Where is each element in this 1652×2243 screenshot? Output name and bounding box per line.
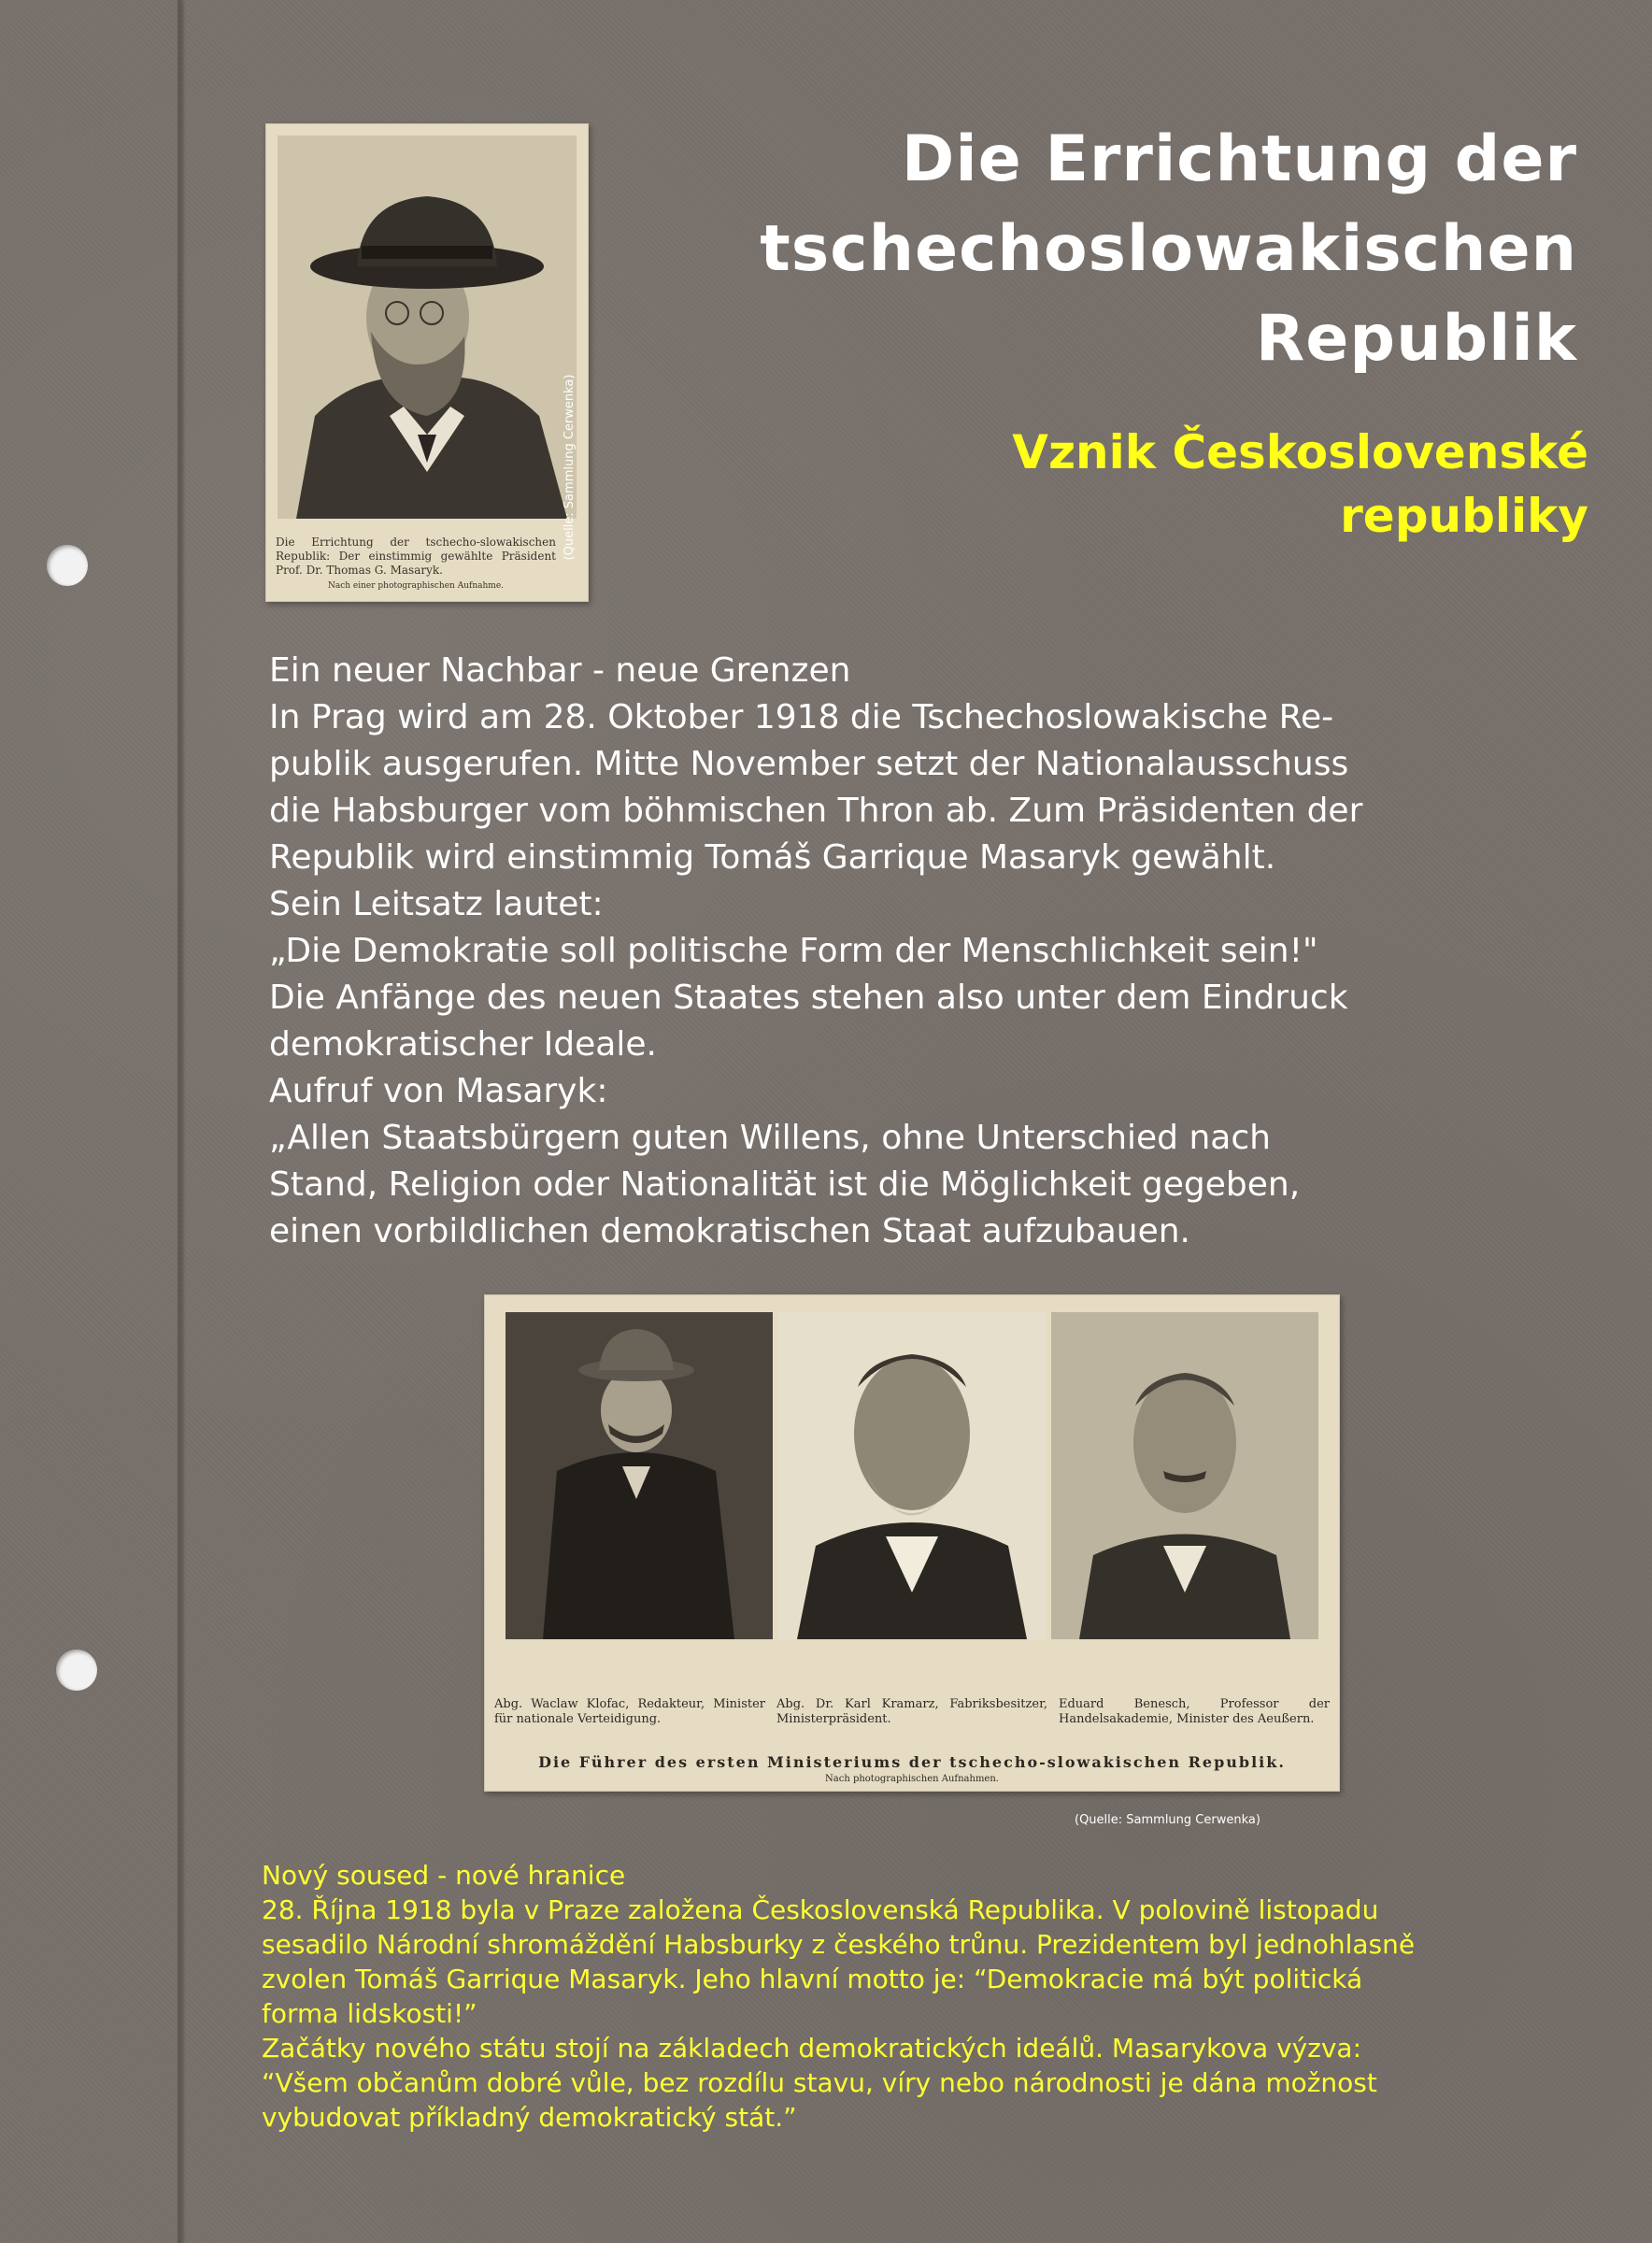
ministers-photo-strip [506, 1312, 1318, 1639]
ministers-source-credit: (Quelle: Sammlung Cerwenka) [1075, 1813, 1260, 1827]
kramarz-caption: Abg. Dr. Karl Kramarz, Fabriksbesitzer, Ministerpräsident. [776, 1697, 1047, 1726]
title-cz-line-1: Vznik Československé [1012, 425, 1588, 479]
punch-hole-bottom [56, 1650, 97, 1691]
masaryk-caption [276, 536, 556, 593]
benesch-photo [1051, 1312, 1318, 1639]
body-de-line: In Prag wird am 28. Oktober 1918 die Tschechoslowakische Re- [269, 698, 1334, 736]
body-cz-line: Začátky nového státu stojí na základech demokratických ideálů. Masarykova výzva: [262, 2033, 1362, 2064]
punch-hole-top [47, 545, 88, 586]
masaryk-portrait-clipping [265, 123, 589, 602]
masaryk-photo [278, 136, 577, 519]
klofac-photo [506, 1312, 773, 1639]
german-body-text [269, 648, 1596, 1255]
kramarz-photo [778, 1312, 1046, 1639]
masaryk-caption-note: Nach einer photographischen Aufnahme. [327, 581, 505, 591]
ministers-clipping [484, 1294, 1340, 1792]
body-cz-line: “Všem občanům dobré vůle, bez rozdílu stavu, víry nebo národnosti je dána možnost [262, 2067, 1377, 2098]
czech-body-text [262, 1858, 1598, 2135]
body-de-line: Sein Leitsatz lautet: [269, 885, 604, 923]
title-de-line-2: tschechoslowakischen [760, 212, 1577, 286]
body-de-line: Republik wird einstimmig Tomáš Garrique Masaryk gewählt. [269, 838, 1276, 877]
body-de-line: Ein neuer Nachbar - neue Grenzen [269, 651, 851, 690]
body-cz-line: 28. Října 1918 byla v Praze založena Československá Republika. V polovině listopadu [262, 1894, 1379, 1925]
body-de-line: Die Anfänge des neuen Staates stehen also unter dem Eindruck [269, 979, 1348, 1017]
body-cz-line: vybudovat příkladný demokratický stát.” [262, 2102, 797, 2133]
body-cz-line: zvolen Tomáš Garrique Masaryk. Jeho hlavní motto je: “Demokracie má být politická [262, 1964, 1363, 1994]
ministers-captions [494, 1697, 1330, 1727]
ministers-main-caption: Die Führer des ersten Ministeriums der tschecho-slowakischen Republik. [538, 1753, 1286, 1771]
binding-fold-line [178, 0, 181, 2243]
masaryk-caption-text: Die Errichtung der tschecho-slowakischen Republik: Der einstimmig gewählte Präsident Prof. Dr. Thomas G. Masaryk. [276, 536, 556, 577]
body-cz-line: Nový soused - nové hranice [262, 1860, 626, 1891]
benesch-caption: Eduard Benesch, Professor der Handelsakademie, Minister des Aeußern. [1059, 1697, 1330, 1726]
page-title-czech [934, 421, 1588, 548]
body-cz-line: forma lidskosti!” [262, 1998, 477, 2029]
body-cz-line: sesadilo Národní shromáždění Habsburky z českého trůnu. Prezidentem byl jednohlasně [262, 1929, 1416, 1960]
body-de-line: publik ausgerufen. Mitte November setzt der Nationalausschuss [269, 745, 1349, 783]
klofac-caption: Abg. Waclaw Klofac, Redakteur, Minister für nationale Verteidigung. [494, 1697, 765, 1726]
title-cz-line-2: republiky [1340, 489, 1588, 543]
body-de-line: Aufruf von Masaryk: [269, 1072, 608, 1110]
title-de-line-1: Die Errichtung der [901, 122, 1577, 196]
ministers-sub-caption: Nach photographischen Aufnahmen. [825, 1774, 999, 1784]
body-de-line: die Habsburger vom böhmischen Thron ab. Zum Präsidenten der [269, 792, 1363, 830]
body-de-line: „Allen Staatsbürgern guten Willens, ohne Unterschied nach [269, 1119, 1271, 1157]
title-de-line-3: Republik [1255, 302, 1577, 376]
body-de-line: Stand, Religion oder Nationalität ist die Möglichkeit gegeben, [269, 1165, 1301, 1204]
body-de-line: „Die Demokratie soll politische Form der Menschlichkeit sein!" [269, 932, 1318, 970]
body-de-line: einen vorbildlichen demokratischen Staat aufzubauen. [269, 1212, 1190, 1250]
masaryk-source-credit: (Quelle: Sammlung Cerwenka) [563, 374, 577, 561]
page-title-german [736, 115, 1577, 384]
body-de-line: demokratischer Ideale. [269, 1025, 657, 1064]
